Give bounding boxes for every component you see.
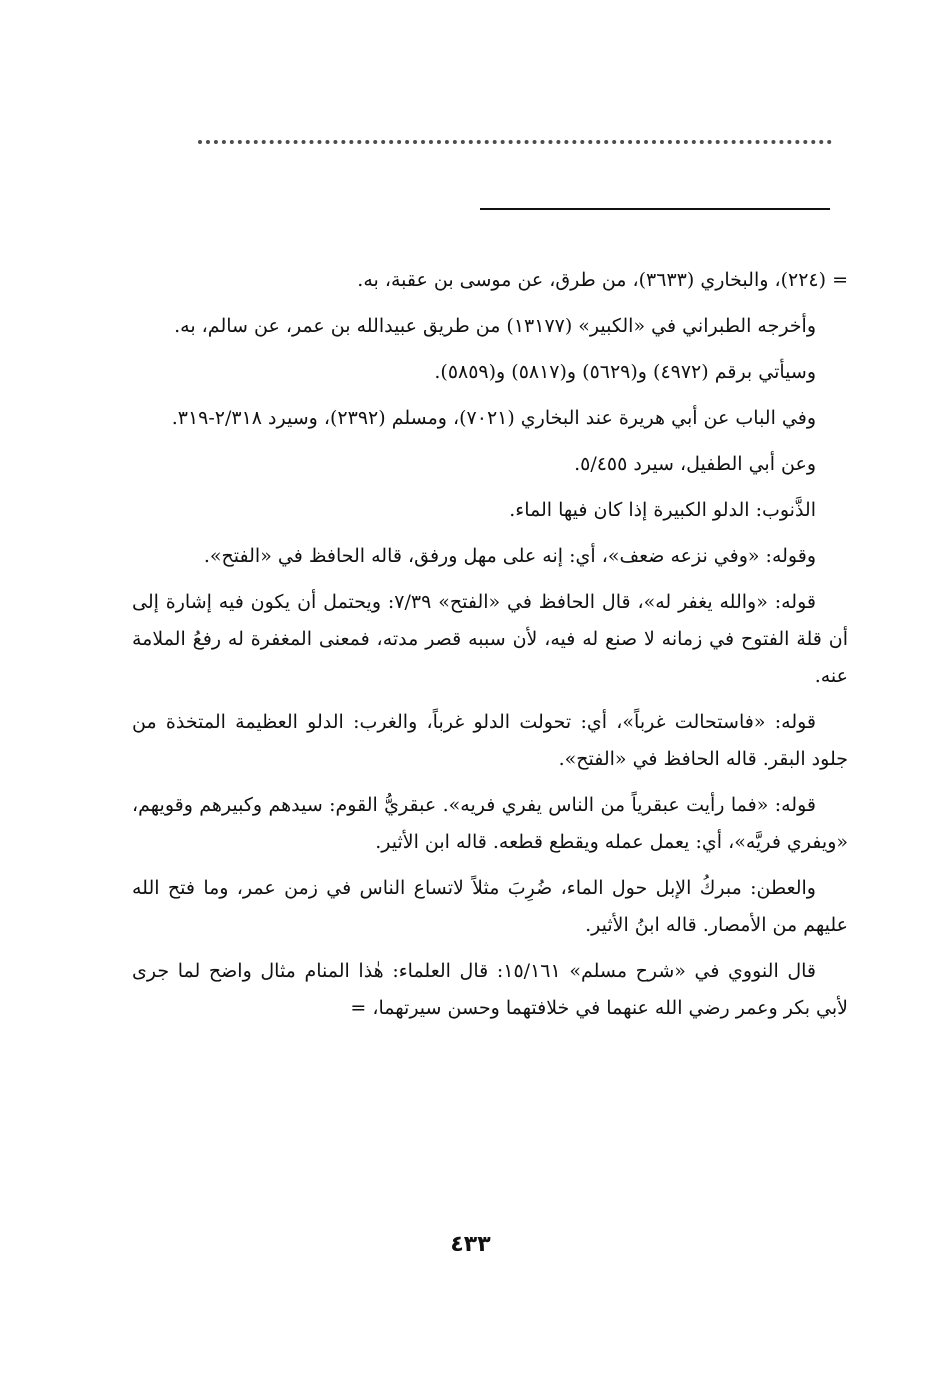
footnote-paragraph: وسيأتي برقم (٤٩٧٢) و(٥٦٢٩) و(٥٨١٧) و(٥٨٥٩). bbox=[434, 361, 816, 383]
footnote-paragraph: = (٢٢٤)، والبخاري (٣٦٣٣)، من طرق، عن موسى بن عقبة، به. bbox=[357, 269, 848, 291]
footnote-paragraph: قال النووي في «شرح مسلم» ١٥/١٦١: قال العلماء: هٰذا المنام مثال واضح لما جرى لأبي بكر وعمر رضي الله عنهما في خلافتهما وحسن سيرتهما، = bbox=[132, 960, 848, 1019]
footnote-paragraph: قوله: «فاستحالت غرباً»، أي: تحولت الدلو غرباً، والغرب: الدلو العظيمة المتخذة من جلود البقر. قاله الحافظ في «الفتح». bbox=[132, 711, 848, 770]
footnote-paragraph: وأخرجه الطبراني في «الكبير» (١٣١٧٧) من طريق عبيدالله بن عمر، عن سالم، به. bbox=[174, 315, 816, 337]
footnote-paragraph: الذَّنوب: الدلو الكبيرة إذا كان فيها الماء. bbox=[509, 499, 816, 521]
footnotes-block bbox=[132, 262, 848, 1036]
footnote-paragraph: قوله: «فما رأيت عبقرياً من الناس يفري فريه». عبقريُّ القوم: سيدهم وكبيرهم وقويهم، «ويفري فريَّه»، أي: يعمل عمله ويقطع قطعه. قاله ابن الأثير. bbox=[132, 794, 848, 853]
footnote-paragraph: وقوله: «وفي نزعه ضعف»، أي: إنه على مهل ورفق، قاله الحافظ في «الفتح». bbox=[203, 545, 816, 567]
footnote-paragraph: وعن أبي الطفيل، سيرد ٥/٤٥٥. bbox=[574, 453, 816, 475]
page-number: ٤٣٣ bbox=[450, 1232, 491, 1257]
footnote-paragraph: قوله: «والله يغفر له»، قال الحافظ في «الفتح» ٧/٣٩: ويحتمل أن يكون فيه إشارة إلى أن قلة الفتوح في زمانه لا صنع له فيه، لأن سببه قصر مدته، فمعنى المغفرة له رفعُ الملامة عنه. bbox=[132, 591, 848, 687]
footnote-paragraph: والعطن: مبركُ الإبل حول الماء، ضُرِبَ مثلاً لاتساع الناس في زمن عمر، وما فتح الله عليهم من الأمصار. قاله ابنُ الأثير. bbox=[132, 877, 848, 936]
footnote-separator bbox=[480, 208, 830, 210]
dotted-divider bbox=[198, 140, 832, 144]
footnote-paragraph: وفي الباب عن أبي هريرة عند البخاري (٧٠٢١)، ومسلم (٢٣٩٢)، وسيرد ٢/٣١٨-٣١٩. bbox=[171, 407, 816, 429]
